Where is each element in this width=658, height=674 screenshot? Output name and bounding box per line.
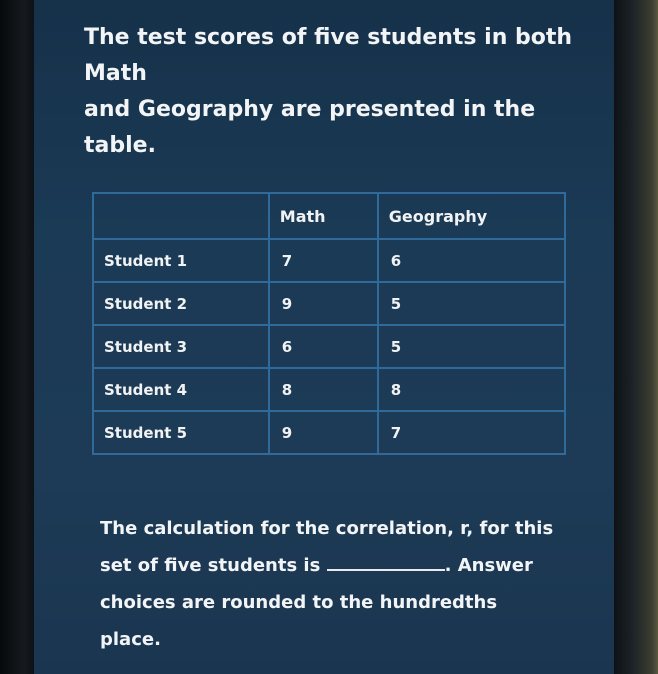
prompt-line-2-before: set of five students is — [100, 555, 321, 576]
question-line-2: and Geography are presented in the table. — [84, 97, 536, 158]
question-line-1: The test scores of five students in both Math — [84, 25, 573, 86]
answer-blank[interactable] — [327, 555, 445, 571]
question-text — [84, 20, 584, 164]
cell-student: Student 1 — [93, 239, 269, 282]
prompt-line-2-after: . Answer — [444, 555, 533, 576]
table-row — [93, 282, 565, 325]
header-math: Math — [269, 193, 378, 239]
cell-student: Student 4 — [93, 368, 269, 411]
cell-math: 6 — [269, 325, 378, 368]
cell-student: Student 2 — [93, 282, 269, 325]
table-row — [93, 325, 565, 368]
cell-math: 8 — [269, 368, 378, 411]
prompt-line-1: The calculation for the correlation, r, for this — [100, 518, 554, 539]
cell-geography: 7 — [378, 411, 565, 454]
table-row — [93, 239, 565, 282]
screen — [34, 0, 614, 674]
device-bezel-left — [0, 0, 34, 674]
cell-geography: 5 — [378, 282, 565, 325]
prompt-line-2 — [100, 547, 600, 584]
table-header-row — [93, 193, 565, 239]
cell-math: 9 — [269, 411, 378, 454]
header-empty — [93, 193, 269, 239]
cell-math: 9 — [269, 282, 378, 325]
cell-math: 7 — [269, 239, 378, 282]
cell-student: Student 3 — [93, 325, 269, 368]
prompt-line-3: choices are rounded to the hundredths — [100, 592, 498, 613]
cell-student: Student 5 — [93, 411, 269, 454]
device-bezel-right — [614, 0, 658, 674]
cell-geography: 6 — [378, 239, 565, 282]
scores-table — [92, 192, 566, 455]
prompt-line-4: place. — [100, 629, 161, 650]
table-row — [93, 411, 565, 454]
header-geography: Geography — [378, 193, 565, 239]
cell-geography: 5 — [378, 325, 565, 368]
cell-geography: 8 — [378, 368, 565, 411]
prompt-text — [100, 510, 600, 658]
table-row — [93, 368, 565, 411]
